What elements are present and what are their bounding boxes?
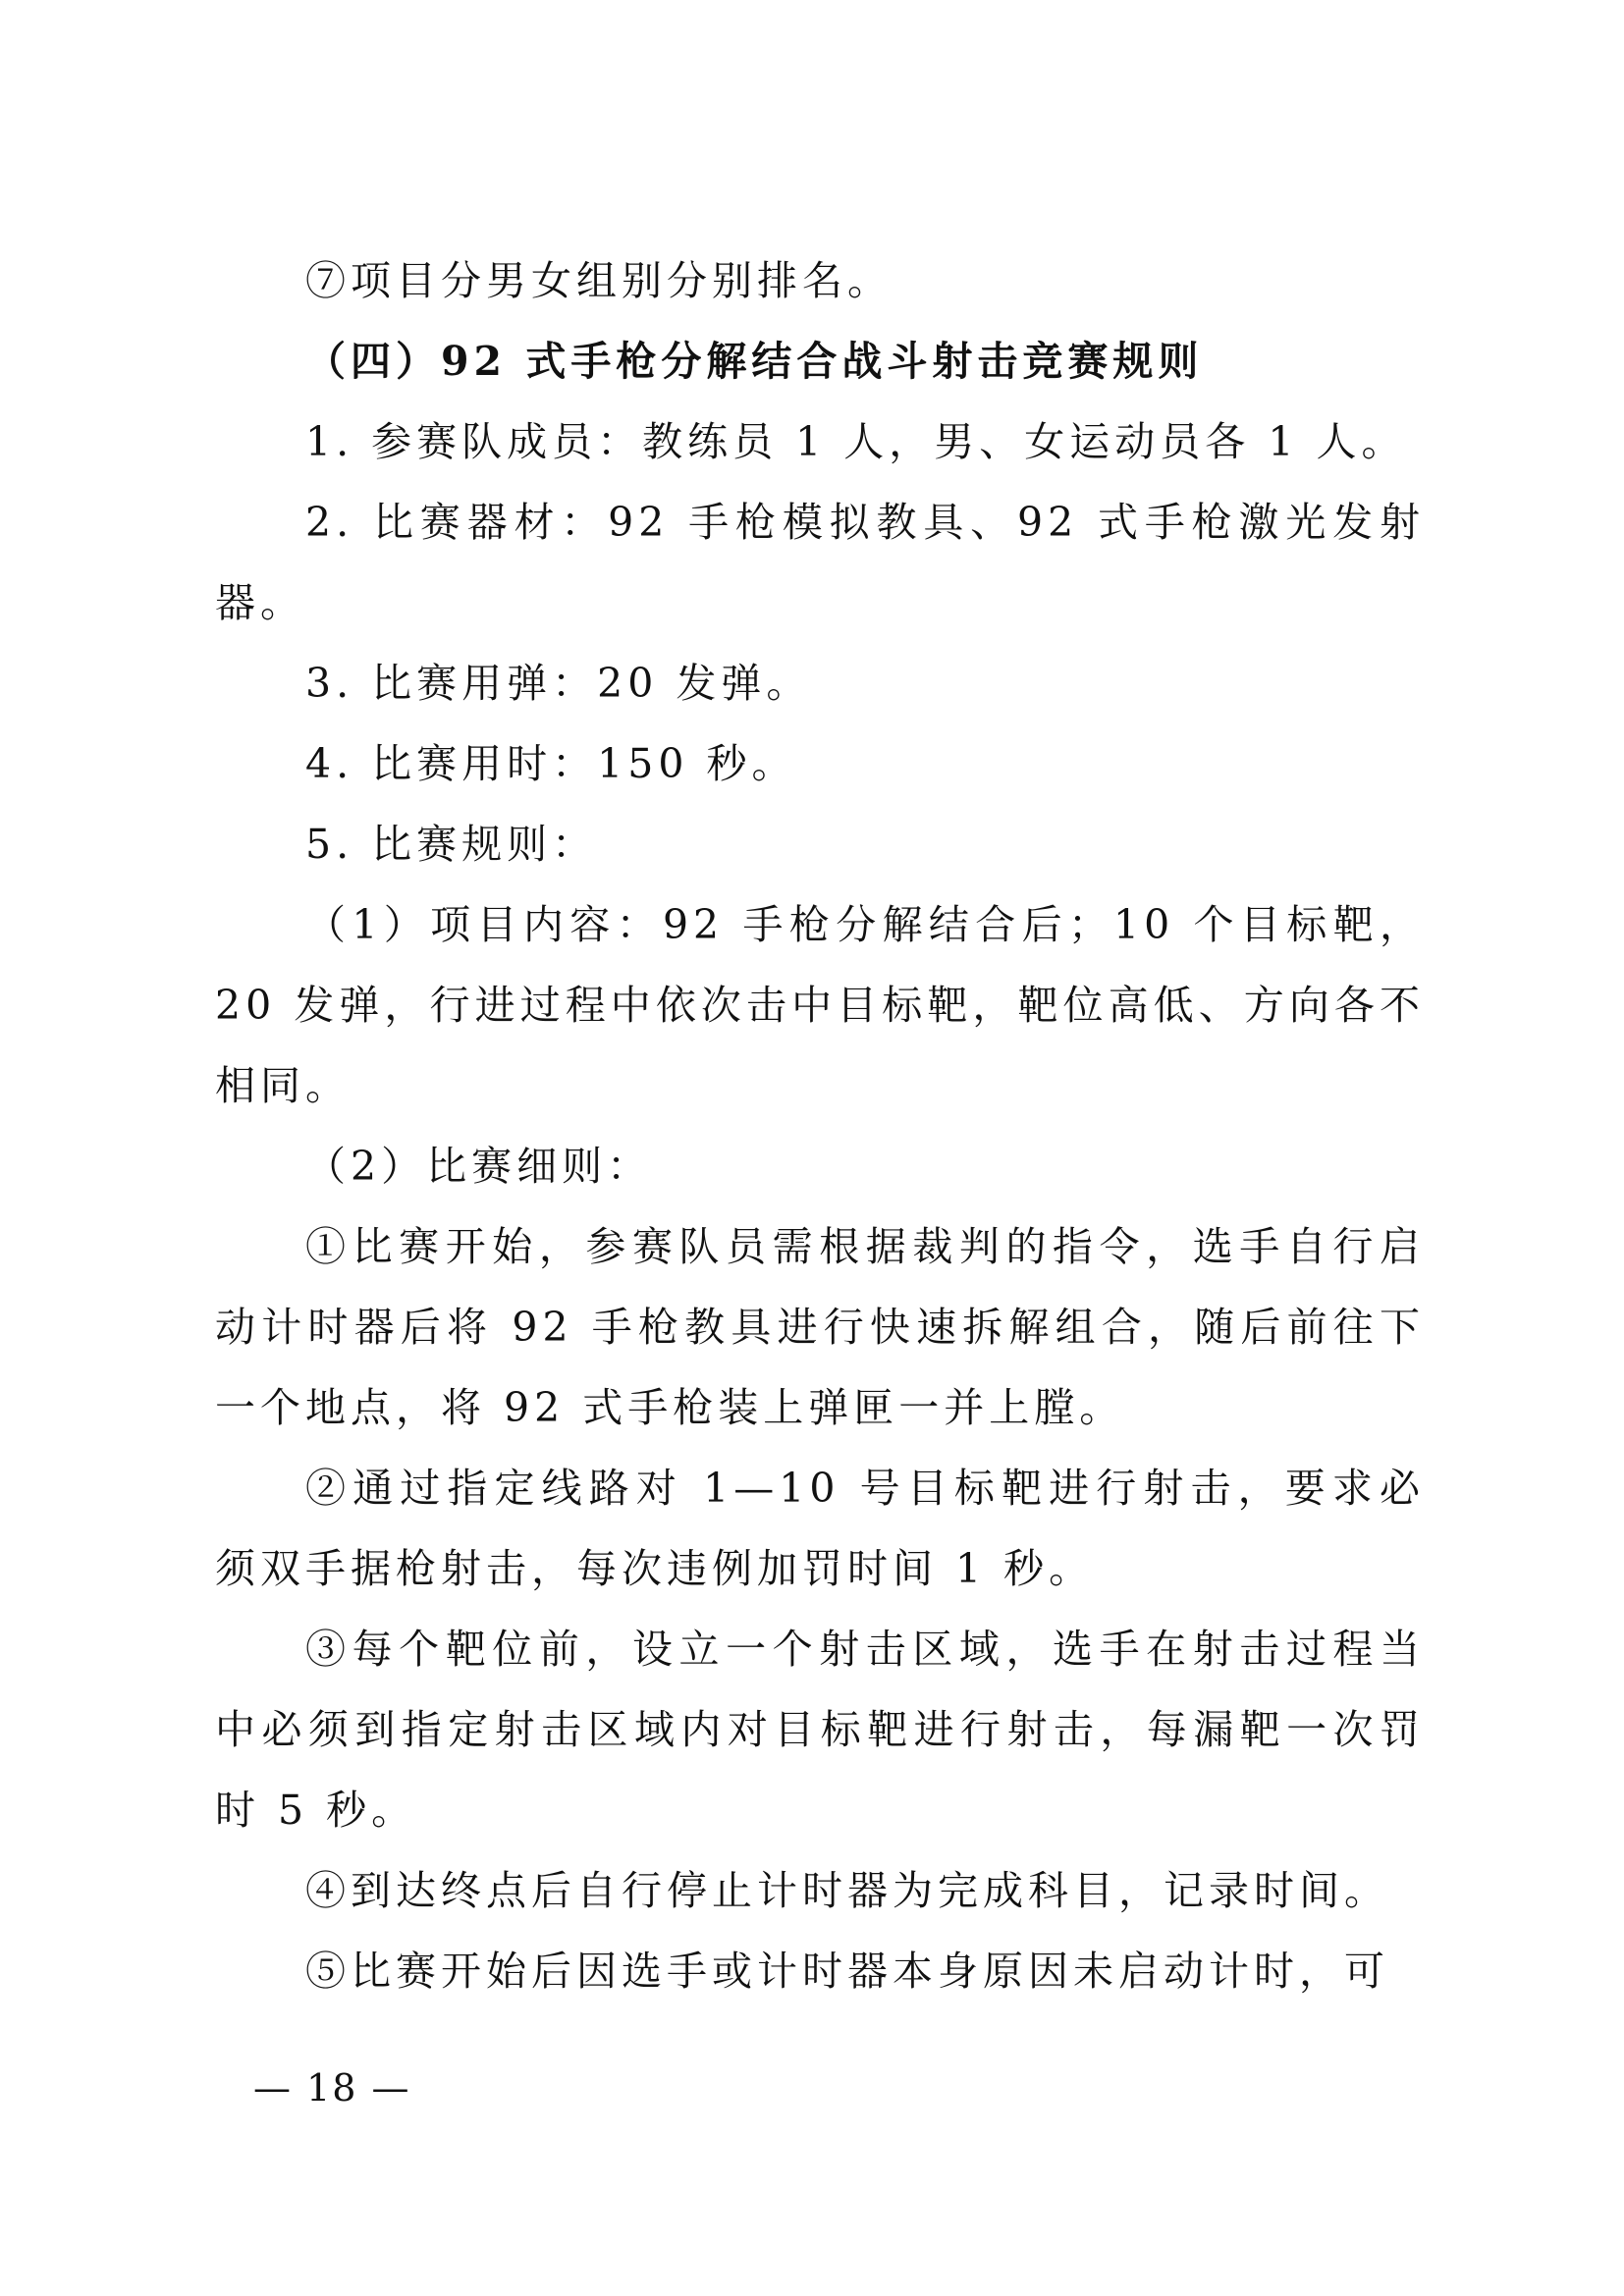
paragraph-rule-5: ⑤比赛开始后因选手或计时器本身原因未启动计时，可: [305, 1948, 1389, 1995]
paragraph-project-content: （1）项目内容：92 手枪分解结合后；10 个目标靶，20 发弹，行进过程中依次击中目标靶，靶位高低、方向各不相同。: [215, 901, 1425, 1109]
paragraph-equipment: 2. 比赛器材：92 手枪模拟教具、92 式手枪激光发射器。: [215, 499, 1425, 626]
paragraph-rule-3: ③每个靶位前，设立一个射击区域，选手在射击过程当中必须到指定射击区域内对目标靶进行射击，每漏靶一次罚时 5 秒。: [215, 1626, 1425, 1834]
paragraph-rules-title: 5. 比赛规则：: [305, 821, 598, 868]
paragraph-ammunition: 3. 比赛用弹：20 发弹。: [305, 660, 812, 707]
section-heading: （四）92 式手枪分解结合战斗射击竞赛规则: [305, 338, 1204, 385]
paragraph-rule-2: ②通过指定线路对 1—10 号目标靶进行射击，要求必须双手据枪射击，每次违例加罚时间 1 秒。: [215, 1465, 1425, 1592]
page-body: [215, 240, 1425, 2011]
paragraph-team-members: 1. 参赛队成员：教练员 1 人，男、女运动员各 1 人。: [305, 418, 1407, 465]
page-number: — 18 —: [253, 2066, 411, 2109]
paragraph-item-7-ranking: ⑦项目分男女组别分别排名。: [305, 257, 893, 304]
paragraph-rule-4: ④到达终点后自行停止计时器为完成科目，记录时间。: [305, 1867, 1389, 1914]
paragraph-detailed-rules-title: （2）比赛细则：: [305, 1143, 653, 1190]
paragraph-time-limit: 4. 比赛用时：150 秒。: [305, 740, 797, 787]
paragraph-rule-1: ①比赛开始，参赛队员需根据裁判的指令，选手自行启动计时器后将 92 手枪教具进行快速拆解组合，随后前往下一个地点，将 92 式手枪装上弹匣一并上膛。: [215, 1223, 1425, 1431]
